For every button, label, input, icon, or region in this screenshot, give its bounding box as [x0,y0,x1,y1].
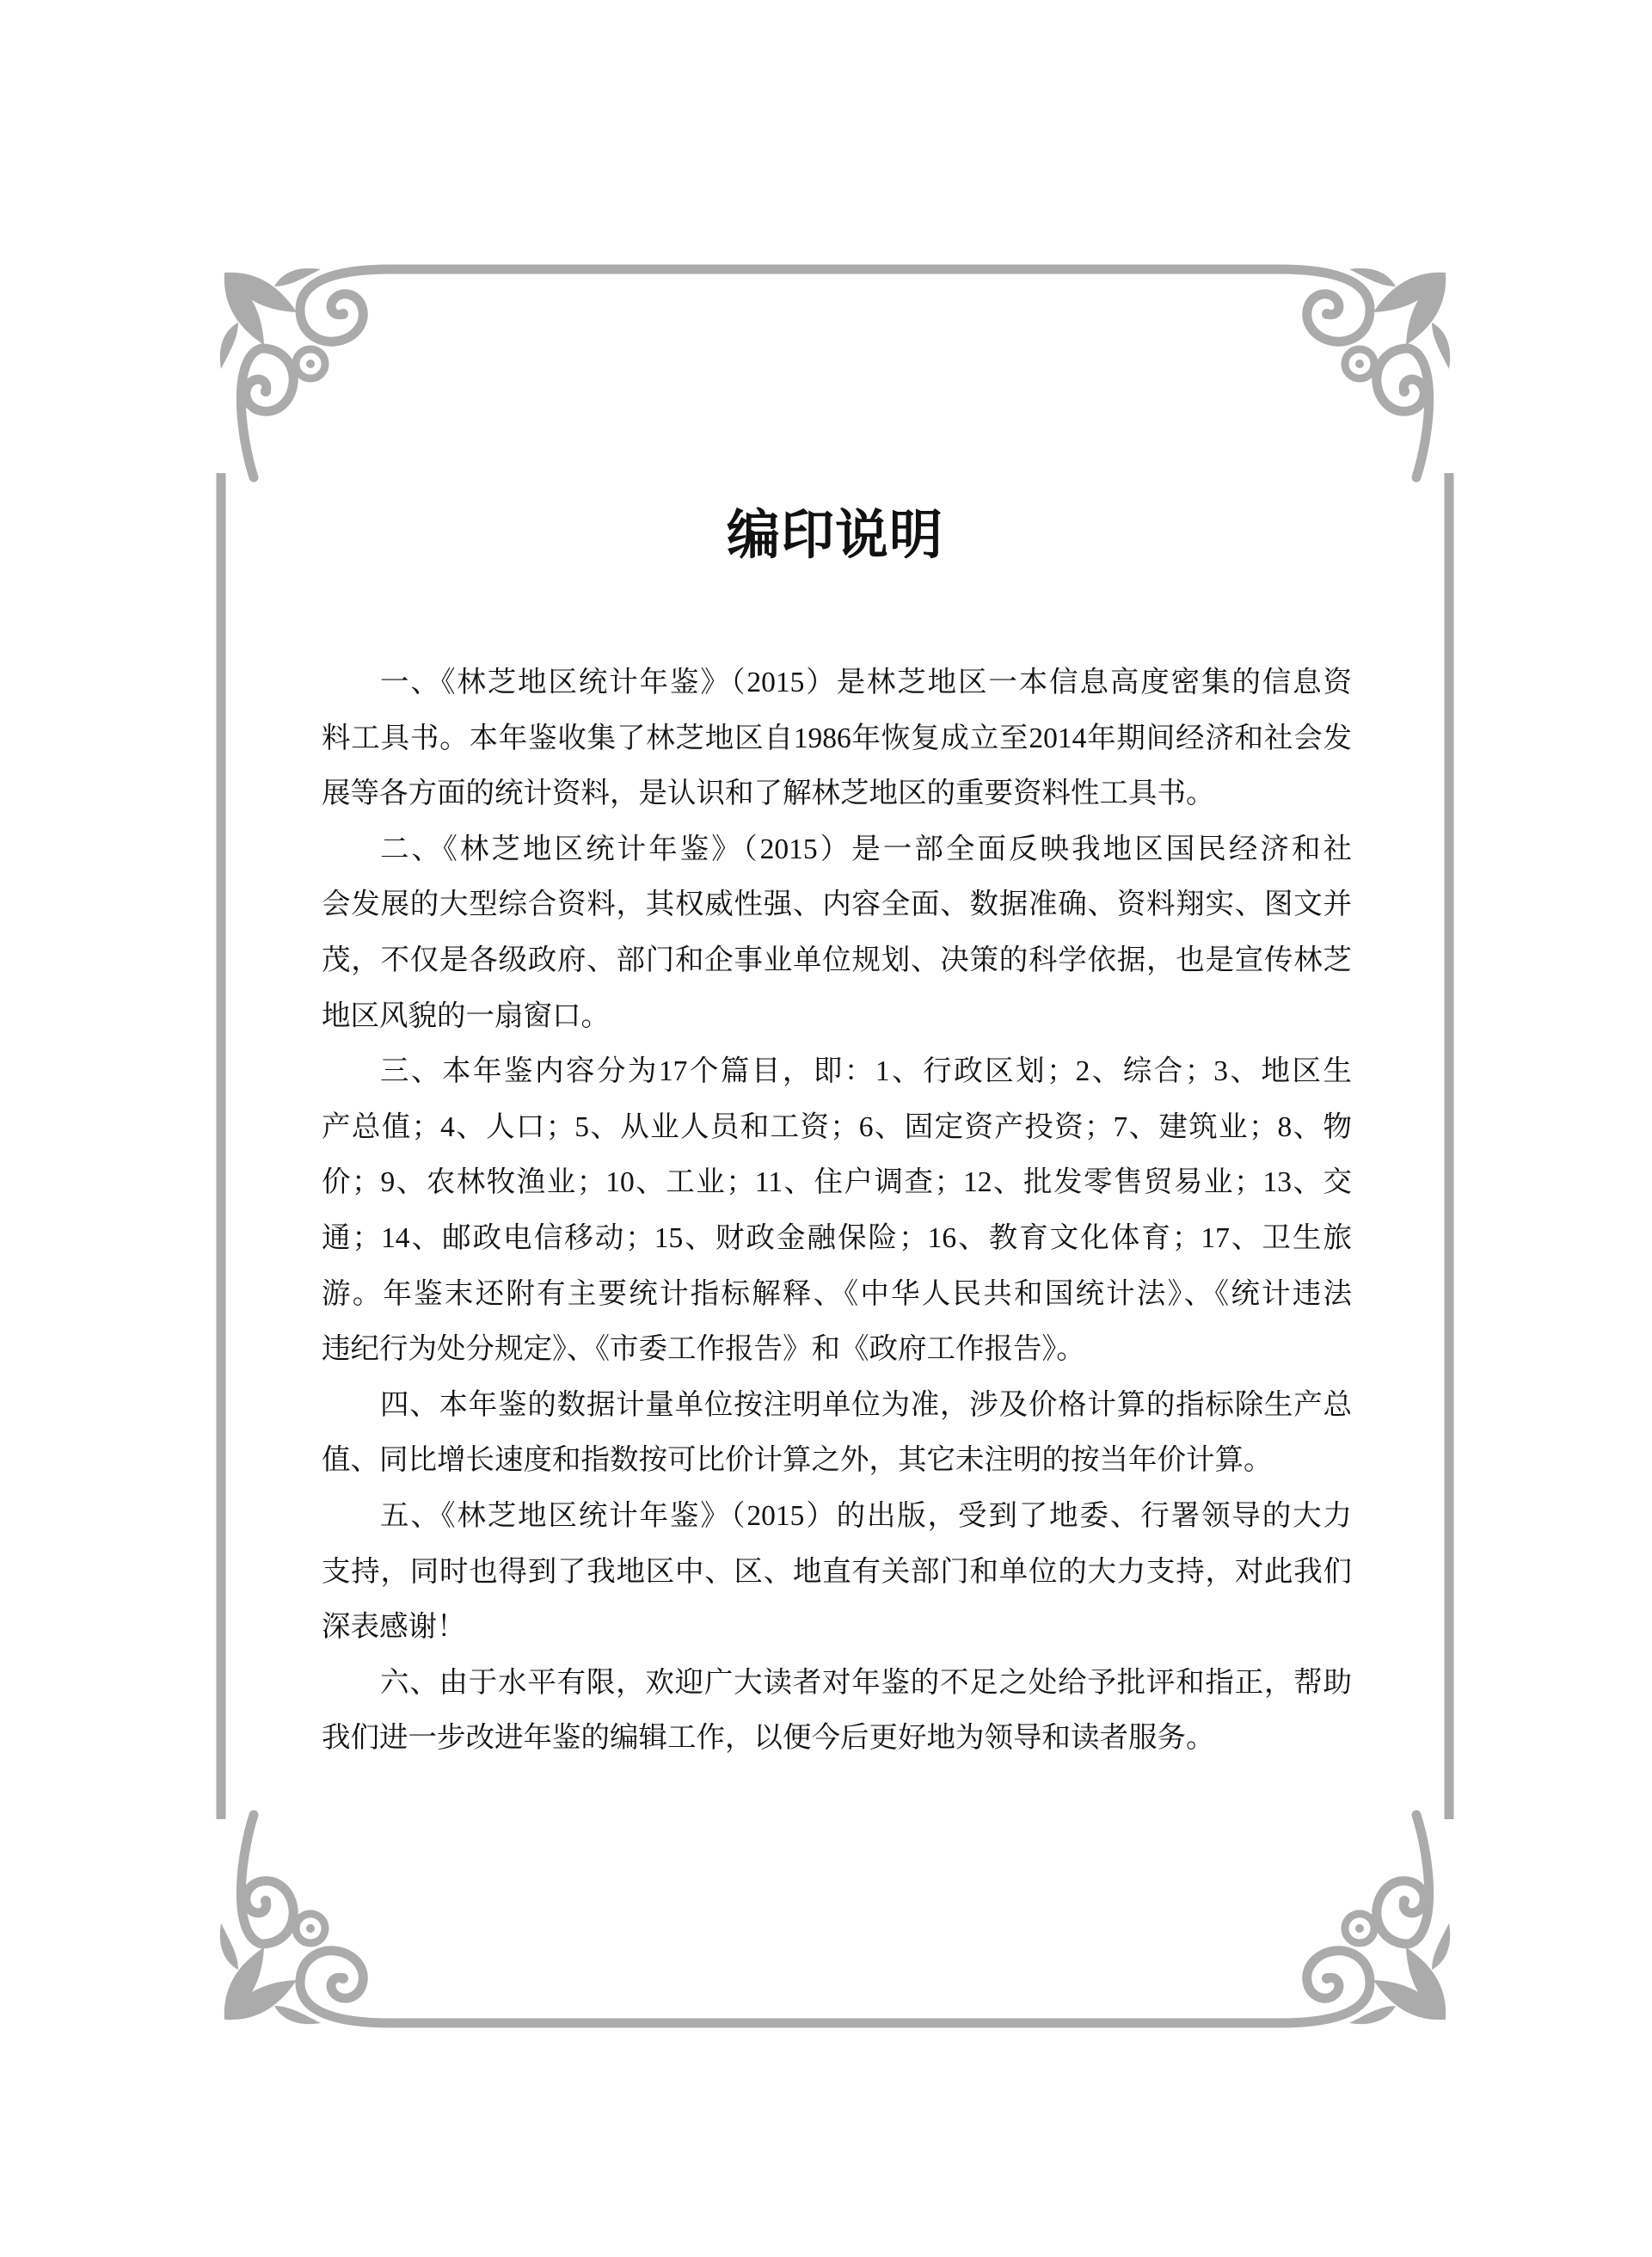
paragraph-line: 深表感谢！ [322,1611,466,1644]
corner-ornament-top-left [220,268,390,477]
page-title: 编印说明 [726,506,943,565]
paragraph-line: 二、《林芝地区统计年鉴》（2015）是一部全面反映我地区国民经济和社 [380,833,1352,865]
paragraph-line: 价；9、农林牧渔业；10、工业；11、住户调查；12、批发零售贸易业；13、交 [322,1166,1352,1199]
paragraph-line: 产总值；4、人口；5、从业人员和工资；6、固定资产投资；7、建筑业；8、物 [322,1110,1352,1143]
paragraph-line: 支持，同时也得到了我地区中、区、地直有关部门和单位的大力支持，对此我们 [322,1555,1352,1588]
corner-ornament-bottom-left [220,1815,390,2024]
paragraph-2 [322,822,1352,1044]
paragraph-6 [322,1656,1352,1767]
paragraph-line: 违纪行为处分规定》、《市委工作报告》和《政府工作报告》。 [322,1333,1085,1366]
body-text [322,655,1352,1767]
paragraph-line: 六、由于水平有限，欢迎广大读者对年鉴的不足之处给予批评和指正，帮助 [380,1666,1352,1699]
paragraph-line: 展等各方面的统计资料，是认识和了解林芝地区的重要资料性工具书。 [322,778,1215,810]
paragraph-line: 料工具书。本年鉴收集了林芝地区自1986年恢复成立至2014年期间经济和社会发 [322,722,1352,754]
paragraph-line: 通；14、邮政电信移动；15、财政金融保险；16、教育文化体育；17、卫生旅 [322,1221,1352,1254]
paragraph-4 [322,1378,1352,1489]
paragraph-line: 值、同比增长速度和指数按可比价计算之外，其它未注明的按当年价计算。 [322,1444,1273,1477]
corner-ornament-bottom-right [1280,1815,1450,2024]
corner-ornament-top-right [1280,268,1450,477]
paragraph-line: 我们进一步改进年鉴的编辑工作，以便今后更好地为领导和读者服务。 [322,1722,1215,1755]
paragraph-line: 地区风貌的一扇窗口。 [322,999,610,1032]
paragraph-line: 游。年鉴末还附有主要统计指标解释、《中华人民共和国统计法》、《统计违法 [322,1277,1352,1310]
paragraph-5 [322,1489,1352,1656]
paragraph-line: 五、《林芝地区统计年鉴》（2015）的出版，受到了地委、行署领导的大力 [380,1499,1352,1532]
paragraph-line: 三、本年鉴内容分为17个篇目，即：1、行政区划；2、综合；3、地区生 [380,1055,1352,1088]
paragraph-line: 会发展的大型综合资料，其权威性强、内容全面、数据准确、资料翔实、图文并 [322,889,1352,921]
paragraph-line: 四、本年鉴的数据计量单位按注明单位为准，涉及价格计算的指标除生产总 [380,1388,1352,1421]
paragraph-3 [322,1044,1352,1378]
paragraph-line: 茂，不仅是各级政府、部门和企事业单位规划、决策的科学依据，也是宣传林芝 [322,944,1352,976]
paragraph-1 [322,655,1352,822]
paragraph-line: 一、《林芝地区统计年鉴》（2015）是林芝地区一本信息高度密集的信息资 [380,667,1352,698]
